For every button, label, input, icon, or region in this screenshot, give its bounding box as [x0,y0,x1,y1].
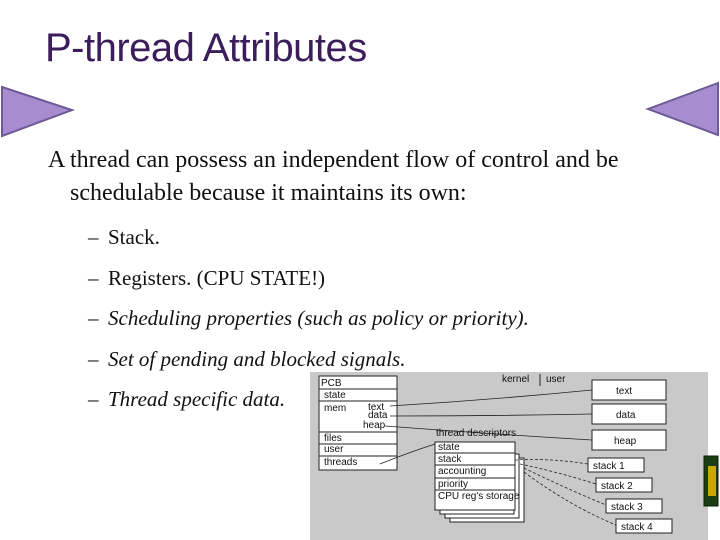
bullet-dash: – [88,346,99,371]
bullet-dash: – [88,225,99,249]
bullet-text: Thread specific data. [108,387,286,411]
bullet-dash: – [88,306,99,330]
stack-label: stack 1 [593,461,625,472]
segment-data: data [616,410,636,421]
pcb-box [319,376,397,470]
pcb-field: threads [324,457,358,468]
descriptor-field: state [438,442,460,453]
descriptor-field: accounting [438,466,487,477]
descriptor-field: CPU reg's storage [438,491,520,502]
stack-label: stack 4 [621,522,653,533]
pcb-field: files [324,433,342,444]
thread-descriptor-stack [435,428,524,522]
bullet-text: Scheduling properties (such as policy or priority). [108,306,529,330]
mem-heap: heap [363,420,386,431]
bullet-text: Registers. (CPU STATE!) [108,265,326,290]
list-item [88,263,529,304]
descriptor-title: thread descriptors [436,428,517,439]
bullet-dash: – [88,265,99,290]
bullet-text: Stack. [108,225,160,249]
stack-label: stack 3 [611,502,643,513]
bullet-text: Set of pending and blocked signals. [108,346,406,371]
list-item [88,222,529,263]
stack-label: stack 2 [601,481,633,492]
segment-heap: heap [614,436,637,447]
mem-data: data [368,410,388,421]
list-item [88,303,529,344]
bullet-dash: – [88,387,99,411]
thread-memory-diagram [310,372,708,540]
user-label: user [546,374,566,385]
slide-title: P-thread Attributes [45,26,367,70]
descriptor-field: priority [438,479,469,490]
pcb-title: PCB [321,378,342,389]
edge-decoration [700,452,720,510]
kernel-label: kernel [502,374,530,385]
mem-text: text [368,402,385,413]
pcb-field: state [324,390,346,401]
pcb-field: mem [324,403,347,414]
prev-slide-arrow[interactable] [0,84,76,140]
descriptor-field: stack [438,454,462,465]
triangle-right-icon [648,83,718,135]
stack-boxes [588,458,672,533]
pcb-field: user [324,444,344,455]
next-slide-arrow[interactable] [644,80,720,138]
user-segments [592,380,666,450]
triangle-left-icon [2,87,72,136]
segment-text: text [616,386,633,397]
intro-paragraph: A thread can possess an independent flow of control and be schedulable because it maintains its own: [48,147,619,206]
